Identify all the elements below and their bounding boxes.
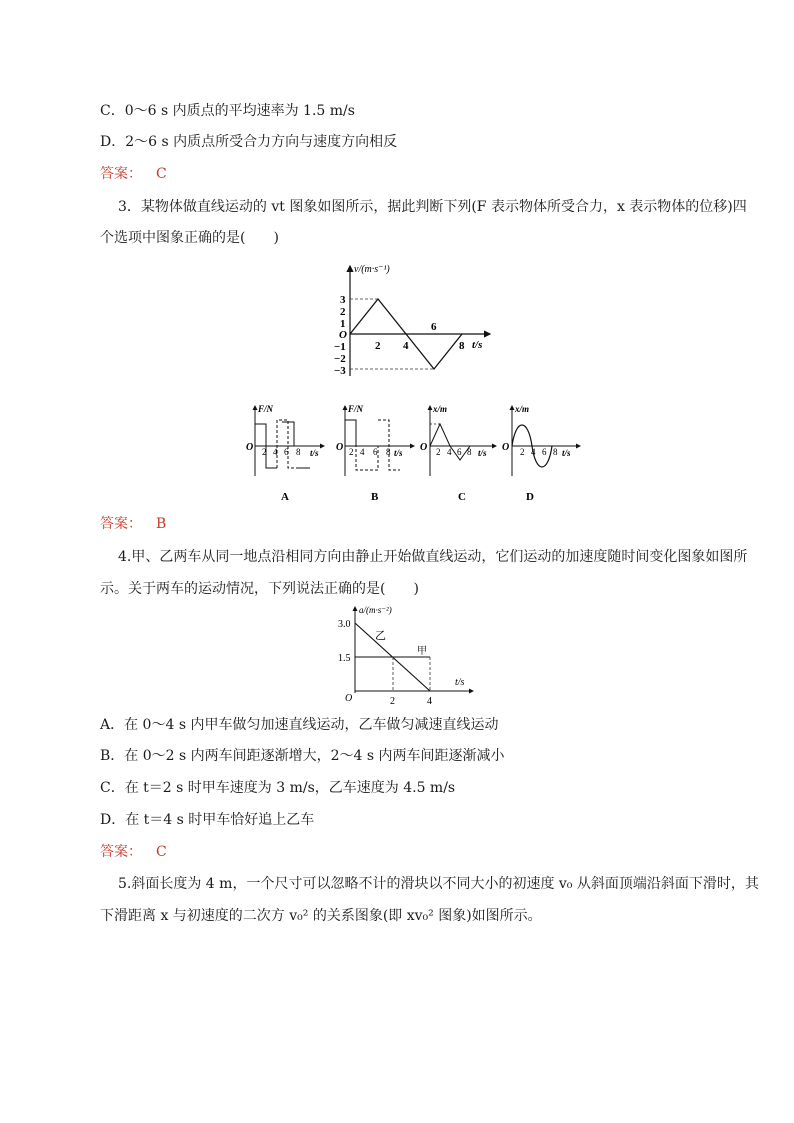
q2-option-d: D．2～6 s 内质点所受合力方向与速度方向相反 xyxy=(100,134,398,150)
q4-stem-line2: 示。关于两车的运动情况，下列说法正确的是( ) xyxy=(100,581,419,597)
opt-c-xtick: 2 xyxy=(436,447,441,457)
q4-answer xyxy=(100,842,167,862)
vt-origin: O xyxy=(339,329,347,341)
opt-b-xtick: 2 xyxy=(349,447,354,457)
opt-b-ylabel: F/N xyxy=(348,404,364,414)
q4-at-graph xyxy=(335,603,480,708)
opt-b-xtick: 4 xyxy=(360,447,365,457)
at-label-yi: 乙 xyxy=(375,630,386,642)
option-a-graph xyxy=(246,404,324,503)
vt-xtick: 6 xyxy=(431,321,437,333)
q4-option-b: B．在 0～2 s 内两车间距逐渐增大，2～4 s 内两车间距逐渐减小 xyxy=(100,748,505,764)
opt-d-origin: O xyxy=(502,442,510,453)
opt-a-ylabel: F/N xyxy=(258,404,274,414)
answer-value: C xyxy=(156,166,167,182)
at-origin: O xyxy=(345,693,353,704)
opt-c-xtick: 6 xyxy=(457,447,462,457)
opt-d-ylabel: x/m xyxy=(515,404,530,414)
opt-c-xlabel: t/s xyxy=(478,448,487,458)
q4-stem-line1: 4.甲、乙两车从同一地点沿相同方向由静止开始做直线运动，它们运动的加速度随时间变化图象如图所 xyxy=(118,549,748,565)
option-b-graph xyxy=(336,404,414,503)
q5-stem-line2: 下滑距离 x 与初速度的二次方 v₀² 的关系图象(即 xv₀² 图象)如图所示。 xyxy=(100,908,542,924)
vt-xtick: 4 xyxy=(403,340,409,352)
q3-stem-line1: 3．某物体做直线运动的 vt 图象如图所示，据此判断下列(F 表示物体所受合力，x 表示物体的位移)四 xyxy=(118,199,747,215)
opt-a-letter: A xyxy=(281,491,289,503)
q3-stem-line2: 个选项中图象正确的是( ) xyxy=(100,230,279,246)
opt-c-origin: O xyxy=(420,442,428,453)
vt-ytick: 1 xyxy=(340,318,346,330)
vt-xtick: 2 xyxy=(375,340,381,352)
opt-a-xtick: 6 xyxy=(284,447,289,457)
vt-ytick: −2 xyxy=(334,353,346,365)
opt-a-xlabel: t/s xyxy=(310,448,319,458)
opt-a-origin: O xyxy=(246,442,254,453)
at-label-jia: 甲 xyxy=(417,646,427,657)
vt-ytick: 3 xyxy=(340,294,346,306)
q5-stem-line1: 5.斜面长度为 4 m，一个尺寸可以忽略不计的滑块以不同大小的初速度 v₀ 从斜面顶端沿斜面下滑时，其 xyxy=(118,876,759,892)
vt-ytick: −3 xyxy=(334,365,346,377)
answer-value: C xyxy=(156,844,167,860)
q4-option-a: A．在 0～4 s 内甲车做匀加速直线运动，乙车做匀减速直线运动 xyxy=(100,717,499,733)
vt-xtick: 8 xyxy=(459,340,465,352)
opt-d-xtick: 6 xyxy=(542,447,547,457)
at-xtick: 4 xyxy=(427,696,432,707)
answer-label: 答案： xyxy=(100,516,142,532)
q3-option-graphs xyxy=(240,400,585,508)
at-xtick: 2 xyxy=(390,696,395,707)
opt-d-xlabel: t/s xyxy=(562,448,571,458)
opt-b-xtick: 8 xyxy=(386,447,391,457)
opt-c-ylabel: x/m xyxy=(433,404,448,414)
opt-a-xtick: 4 xyxy=(273,447,278,457)
q4-option-d: D．在 t＝4 s 时甲车恰好追上乙车 xyxy=(100,812,315,828)
opt-a-xtick: 2 xyxy=(262,447,267,457)
opt-c-xtick: 4 xyxy=(447,447,452,457)
q2-option-c: C．0～6 s 内质点的平均速率为 1.5 m/s xyxy=(100,103,355,119)
answer-label: 答案： xyxy=(100,166,142,182)
opt-c-letter: C xyxy=(458,491,466,503)
q3-vt-graph xyxy=(330,258,500,383)
answer-value: B xyxy=(156,516,167,532)
vt-ylabel: v/(m·s⁻¹) xyxy=(354,264,390,275)
opt-d-xtick: 2 xyxy=(520,447,525,457)
at-xlabel: t/s xyxy=(455,677,465,688)
q3-answer xyxy=(100,514,166,534)
opt-a-xtick: 8 xyxy=(296,447,301,457)
option-d-graph xyxy=(502,404,580,503)
opt-b-origin: O xyxy=(336,442,344,453)
opt-d-xtick: 8 xyxy=(553,447,558,457)
answer-label: 答案： xyxy=(100,844,142,860)
vt-ytick: 2 xyxy=(340,306,346,318)
opt-b-letter: B xyxy=(371,491,379,503)
opt-b-xtick: 6 xyxy=(373,447,378,457)
at-ytick: 3.0 xyxy=(338,619,351,630)
opt-d-letter: D xyxy=(526,491,534,503)
vt-ytick: −1 xyxy=(334,341,346,353)
q2-answer xyxy=(100,164,167,184)
q4-option-c: C．在 t＝2 s 时甲车速度为 3 m/s，乙车速度为 4.5 m/s xyxy=(100,780,456,796)
vt-xlabel: t/s xyxy=(472,339,483,351)
opt-b-xlabel: t/s xyxy=(394,448,403,458)
opt-c-xtick: 8 xyxy=(467,447,472,457)
option-c-graph xyxy=(420,404,496,503)
at-ytick: 1.5 xyxy=(338,653,351,664)
at-ylabel: a/(m·s⁻²) xyxy=(359,605,392,615)
opt-d-xtick: 4 xyxy=(531,447,536,457)
